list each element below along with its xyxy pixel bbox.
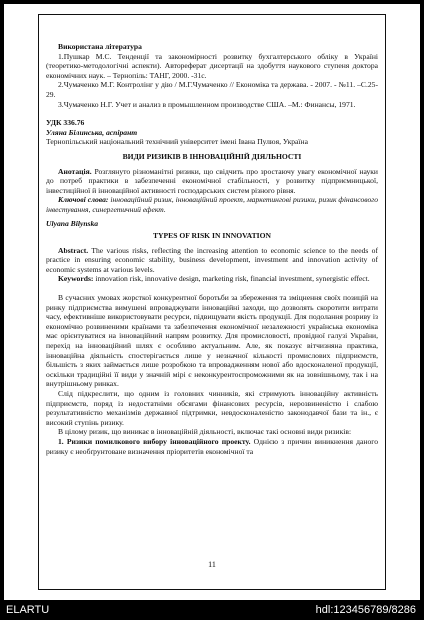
footer-handle: hdl:123456789/8286 bbox=[315, 604, 416, 616]
body-paragraph: В сучасних умовах жорсткої конкурентної боротьби за збереження та зміцнення своїх позицій на ринку підприємства вимушені впроваджувати інноваційні заходи, що дозволять скоротити витрати часу, ефективніше використовувати ресурси, підвищувати якість продукції. Для подолання розриву із економічно розвиненими країнами та забезпечення економічної незалежності українська економіка має орієнтуватися на інноваційний напрям розвитку. Для промисловості, провідної галузі України, перехід на інноваційний шлях є особливо актуальним. Але, як показує вітчизняна практика, інноваційна діяльність спостерігається лише у незначної кількості промислових підприємств, більшість з яких займається лише розробкою та впровадженням нової або вдосконаленої продукції, оскільки традиційні її види у значній мірі є неконкурентоспроможними як на зовнішньому, так і на внутрішньому ринках. bbox=[46, 293, 378, 389]
author-en: Ulyana Bilynska bbox=[46, 218, 99, 228]
title-en: TYPES OF RISK IN INNOVATION bbox=[152, 231, 271, 241]
keywords-ua bbox=[46, 195, 378, 214]
abstract-ua-text: Розглянуто різноманітні ризики, що свідчить про зростаючу увагу економічної науки до потреб практики в забезпеченні економічної стабільності, у розвитку підприємницької, інвестиційної й інноваційної активності господарських систем різного рівня. bbox=[46, 166, 378, 195]
keywords-en-text: innovation risk, innovative design, marketing risk, financial investment, synergistic effect. bbox=[93, 274, 370, 284]
affiliation: Тернопільський національний технічний університет імені Івана Пулюя, Україна bbox=[46, 137, 308, 147]
abstract-ua bbox=[46, 167, 378, 196]
udk-code: УДК 336.76 bbox=[46, 118, 85, 128]
abstract-en bbox=[46, 246, 378, 275]
author-ua: Уляна Білинська, аспірант bbox=[46, 127, 138, 137]
list-item-label: 1. Ризики помилкового вибору інноваційного проекту. bbox=[58, 436, 251, 446]
keywords-ua-text: інноваційний ризик, інноваційний проект, маркетингові ризики, ризик фінансового інвестування, синергетичний ефект. bbox=[46, 195, 378, 214]
list-item bbox=[46, 437, 378, 456]
body-paragraph: В цілому ризик, що виникає в інноваційній діяльності, включає такі основні види ризиків: bbox=[58, 427, 352, 437]
footer-bar bbox=[0, 600, 424, 620]
keywords-en bbox=[46, 274, 378, 284]
body-paragraph: Слід підкреслити, що одним із головних чинників, які стримують інноваційну активність підприємств, поряд із недостатніми обсягами фінансових ресурсів, нерозвиненістю і слабою результативністю механізмів державної підтримки, невдосконаленістю законодавчої бази та ін., є високий ступінь ризику. bbox=[46, 389, 378, 427]
abstract-en-label: Abstract. bbox=[58, 245, 89, 255]
keywords-en-label: Keywords: bbox=[58, 274, 94, 284]
abstract-ua-label: Анотація. bbox=[58, 166, 92, 176]
reference-item: 3.Чумаченко Н.Г. Учет и анализ в промышленном производстве США. –М.: Финансы, 1971. bbox=[58, 99, 356, 109]
page-content bbox=[46, 42, 378, 456]
footer-source: ELARTU bbox=[6, 604, 50, 616]
list-item-text: Однією з причин виникнення даного ризику є необґрунтоване визначення пріоритетів економічної та bbox=[46, 436, 378, 456]
reference-item: 2.Чумаченко М.Г. Контролінг у дію / М.Г.Чумаченко // Економіка та держава. - 2007. - №11. –С.25-29. bbox=[46, 80, 378, 99]
title-ua: ВИДИ РИЗИКІВ В ІННОВАЦІЙНІЙ ДІЯЛЬНОСТІ bbox=[122, 151, 302, 161]
page-number: 11 bbox=[208, 560, 216, 569]
references-heading: Використана література bbox=[58, 42, 142, 51]
document-page bbox=[4, 4, 420, 600]
reference-item: 1.Пушкар М.С. Тенденції та закономірності розвитку бухгалтерського обліку в Україні (теоретико-методологічні аспекти). Автореферат дисертації на здобуття наукового ступеня доктора економічних наук. – Тернопіль: ТАНГ, 2000. -31с. bbox=[46, 51, 378, 80]
keywords-ua-label: Ключові слова: bbox=[58, 195, 109, 205]
abstract-en-text: The various risks, reflecting the increasing attention to economic science to the needs of practice in ensuring economic stability, business development, investment and innovation activity of economic systems at various levels. bbox=[46, 245, 378, 274]
